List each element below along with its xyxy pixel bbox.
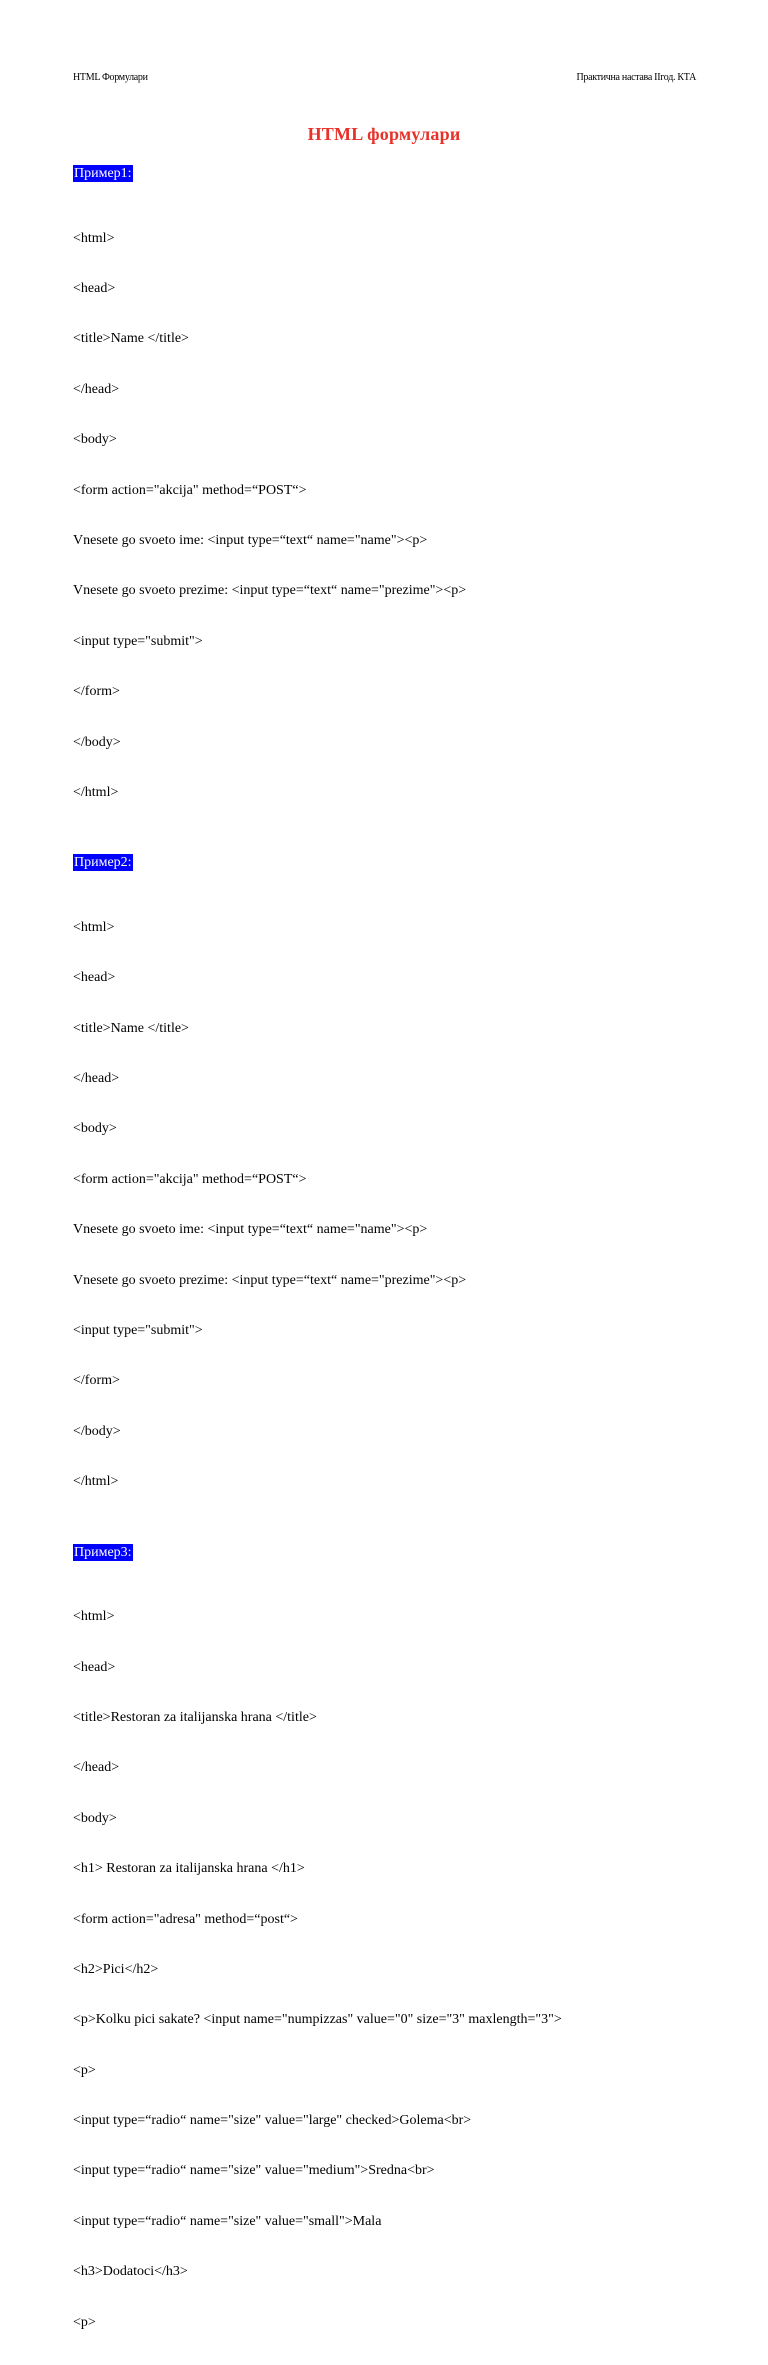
code-line: <head> [73,1659,116,1675]
code-line: <input type=“radio“ name="size" value="medium">Sredna<br> [73,2163,435,2179]
code-line: <form action="adresa" method=“post“> [73,1911,298,1927]
code-line: <html> [73,1609,115,1625]
code-line: <input type="submit"> [73,1323,203,1338]
code-line: <p> [73,2314,96,2330]
code-line: </html> [73,1474,119,1490]
code-line: <body> [73,432,117,448]
code-line: </head> [73,381,120,397]
example-3 [73,1543,728,2365]
code-line: </html> [73,784,119,800]
code-line: </head> [73,1760,120,1776]
example-1 [73,164,728,835]
page-header [73,72,696,86]
code-line: Vnesete go svoeto ime: <input type=“text“ name="name"><p> [73,532,428,548]
document-title: HTML формулари [307,124,461,144]
code-line: <h1> Restoran za italijanska hrana </h1> [73,1861,305,1877]
code-line: <input type=“radio“ name="size" value="small">Mala [73,2213,382,2229]
code-line: </form> [73,684,120,700]
document-body [73,164,728,2365]
code-line: <html> [73,230,115,246]
example-3-code [73,1576,728,2365]
code-line: Vnesete go svoeto ime: <input type=“text“ name="name"><p> [73,1222,428,1238]
example-2-label: Пример2: [74,855,132,871]
code-line: <p>Kolku pici sakate? <input name="numpizzas" value="0" size="3" maxlength="3"> [73,2012,562,2028]
code-line: <h3>Dodatoci</h3> [73,2264,188,2280]
code-line: <input type=“radio“ name="size" value="large" checked>Golema<br> [73,2113,472,2129]
code-line: <head> [73,280,116,296]
code-line: </body> [73,1423,121,1439]
code-line: <input type="submit"> [73,633,203,649]
code-line: <title>Name </title> [73,331,189,347]
example-1-label: Пример1: [74,166,132,181]
code-line: <head> [73,970,116,986]
code-line: <body> [73,1121,117,1137]
code-line: </form> [73,1373,120,1389]
code-line: <form action="akcija" method=“POST“> [73,1171,307,1187]
code-line: <form action="akcija" method=“POST“> [73,482,307,498]
code-line: Vnesete go svoeto prezime: <input type=“text“ name="prezime"><p> [73,583,467,599]
example-2-code [73,886,728,1524]
example-1-code [73,197,728,835]
code-line: <p> [73,2062,96,2078]
code-line: </body> [73,734,121,750]
code-line: <title>Name </title> [73,1020,189,1036]
header-right-text: Практична настава IIгод. КТА [576,72,696,83]
code-line: <html> [73,919,115,935]
code-line: Vnesete go svoeto prezime: <input type=“text“ name="prezime"><p> [73,1272,467,1288]
code-line: <h2>Pici</h2> [73,1961,159,1977]
example-2 [73,853,728,1524]
code-line: </head> [73,1071,120,1087]
code-line: <title>Restoran za italijanska hrana </title> [73,1709,317,1725]
code-line: <body> [73,1810,117,1826]
header-left-text: HTML Формулари [73,72,148,83]
example-3-label: Пример3: [74,1544,132,1560]
